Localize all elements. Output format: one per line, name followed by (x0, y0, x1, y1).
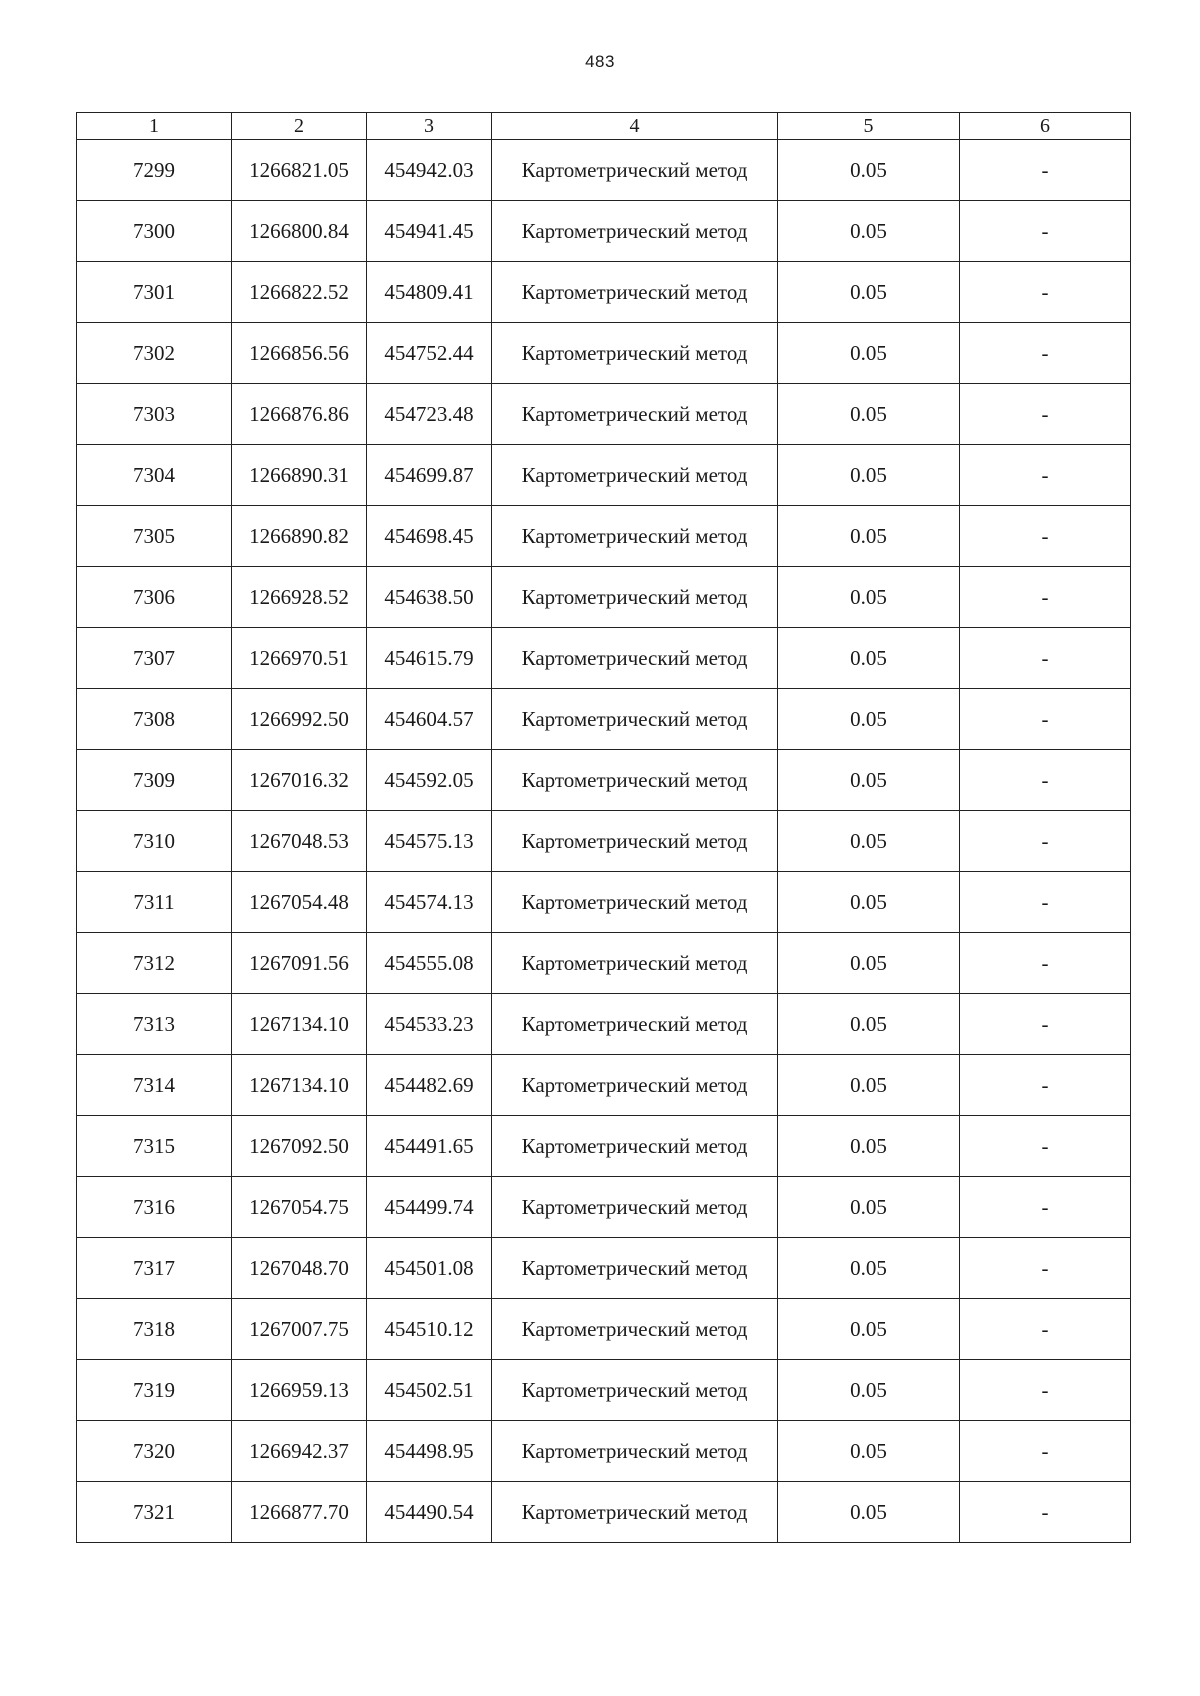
accuracy-cell: 0.05 (778, 506, 960, 567)
y-coordinate-cell: 454752.44 (367, 323, 492, 384)
accuracy-cell: 0.05 (778, 1360, 960, 1421)
y-coordinate-cell: 454592.05 (367, 750, 492, 811)
note-cell: - (960, 445, 1131, 506)
accuracy-cell: 0.05 (778, 323, 960, 384)
y-coordinate-cell: 454533.23 (367, 994, 492, 1055)
note-cell: - (960, 1421, 1131, 1482)
x-coordinate-cell: 1267054.48 (232, 872, 367, 933)
coordinates-table (76, 112, 1131, 1543)
x-coordinate-cell: 1266856.56 (232, 323, 367, 384)
point-number-cell: 7310 (77, 811, 232, 872)
column-header-1: 1 (77, 113, 232, 140)
y-coordinate-cell: 454555.08 (367, 933, 492, 994)
table-row (77, 1482, 1131, 1543)
method-cell: Картометрический метод (492, 933, 778, 994)
table-row (77, 323, 1131, 384)
column-header-3: 3 (367, 113, 492, 140)
accuracy-cell: 0.05 (778, 384, 960, 445)
method-cell: Картометрический метод (492, 445, 778, 506)
column-header-2: 2 (232, 113, 367, 140)
y-coordinate-cell: 454941.45 (367, 201, 492, 262)
method-cell: Картометрический метод (492, 689, 778, 750)
method-cell: Картометрический метод (492, 140, 778, 201)
method-cell: Картометрический метод (492, 1055, 778, 1116)
method-cell: Картометрический метод (492, 628, 778, 689)
point-number-cell: 7303 (77, 384, 232, 445)
table-row (77, 689, 1131, 750)
y-coordinate-cell: 454490.54 (367, 1482, 492, 1543)
note-cell: - (960, 1177, 1131, 1238)
note-cell: - (960, 262, 1131, 323)
point-number-cell: 7304 (77, 445, 232, 506)
note-cell: - (960, 1360, 1131, 1421)
method-cell: Картометрический метод (492, 1116, 778, 1177)
method-cell: Картометрический метод (492, 1421, 778, 1482)
note-cell: - (960, 811, 1131, 872)
point-number-cell: 7308 (77, 689, 232, 750)
table-row (77, 628, 1131, 689)
accuracy-cell: 0.05 (778, 1116, 960, 1177)
point-number-cell: 7314 (77, 1055, 232, 1116)
x-coordinate-cell: 1266890.31 (232, 445, 367, 506)
method-cell: Картометрический метод (492, 506, 778, 567)
column-header-4: 4 (492, 113, 778, 140)
accuracy-cell: 0.05 (778, 994, 960, 1055)
y-coordinate-cell: 454510.12 (367, 1299, 492, 1360)
point-number-cell: 7302 (77, 323, 232, 384)
x-coordinate-cell: 1267091.56 (232, 933, 367, 994)
x-coordinate-cell: 1266928.52 (232, 567, 367, 628)
note-cell: - (960, 689, 1131, 750)
note-cell: - (960, 750, 1131, 811)
point-number-cell: 7300 (77, 201, 232, 262)
note-cell: - (960, 140, 1131, 201)
column-header-5: 5 (778, 113, 960, 140)
table-row (77, 140, 1131, 201)
y-coordinate-cell: 454942.03 (367, 140, 492, 201)
table-row (77, 750, 1131, 811)
table-row (77, 811, 1131, 872)
y-coordinate-cell: 454615.79 (367, 628, 492, 689)
point-number-cell: 7312 (77, 933, 232, 994)
table-row (77, 262, 1131, 323)
point-number-cell: 7299 (77, 140, 232, 201)
x-coordinate-cell: 1266876.86 (232, 384, 367, 445)
table-body (77, 140, 1131, 1543)
method-cell: Картометрический метод (492, 1238, 778, 1299)
table-row (77, 1421, 1131, 1482)
note-cell: - (960, 506, 1131, 567)
method-cell: Картометрический метод (492, 811, 778, 872)
point-number-cell: 7301 (77, 262, 232, 323)
x-coordinate-cell: 1266992.50 (232, 689, 367, 750)
x-coordinate-cell: 1266821.05 (232, 140, 367, 201)
y-coordinate-cell: 454501.08 (367, 1238, 492, 1299)
x-coordinate-cell: 1267092.50 (232, 1116, 367, 1177)
note-cell: - (960, 323, 1131, 384)
method-cell: Картометрический метод (492, 567, 778, 628)
note-cell: - (960, 1299, 1131, 1360)
column-header-6: 6 (960, 113, 1131, 140)
note-cell: - (960, 1238, 1131, 1299)
point-number-cell: 7315 (77, 1116, 232, 1177)
y-coordinate-cell: 454502.51 (367, 1360, 492, 1421)
point-number-cell: 7305 (77, 506, 232, 567)
accuracy-cell: 0.05 (778, 262, 960, 323)
accuracy-cell: 0.05 (778, 811, 960, 872)
point-number-cell: 7306 (77, 567, 232, 628)
accuracy-cell: 0.05 (778, 567, 960, 628)
y-coordinate-cell: 454699.87 (367, 445, 492, 506)
accuracy-cell: 0.05 (778, 872, 960, 933)
table-row (77, 1177, 1131, 1238)
table-row (77, 567, 1131, 628)
table-row (77, 506, 1131, 567)
method-cell: Картометрический метод (492, 201, 778, 262)
note-cell: - (960, 1116, 1131, 1177)
point-number-cell: 7321 (77, 1482, 232, 1543)
table-row (77, 872, 1131, 933)
y-coordinate-cell: 454482.69 (367, 1055, 492, 1116)
method-cell: Картометрический метод (492, 750, 778, 811)
table-row (77, 1299, 1131, 1360)
y-coordinate-cell: 454574.13 (367, 872, 492, 933)
method-cell: Картометрический метод (492, 1299, 778, 1360)
method-cell: Картометрический метод (492, 1177, 778, 1238)
accuracy-cell: 0.05 (778, 628, 960, 689)
point-number-cell: 7317 (77, 1238, 232, 1299)
accuracy-cell: 0.05 (778, 201, 960, 262)
table-row (77, 994, 1131, 1055)
x-coordinate-cell: 1266890.82 (232, 506, 367, 567)
table-header (77, 113, 1131, 140)
accuracy-cell: 0.05 (778, 1299, 960, 1360)
table-row (77, 1360, 1131, 1421)
x-coordinate-cell: 1267007.75 (232, 1299, 367, 1360)
y-coordinate-cell: 454491.65 (367, 1116, 492, 1177)
note-cell: - (960, 872, 1131, 933)
accuracy-cell: 0.05 (778, 1055, 960, 1116)
table-row (77, 1055, 1131, 1116)
accuracy-cell: 0.05 (778, 1238, 960, 1299)
y-coordinate-cell: 454698.45 (367, 506, 492, 567)
method-cell: Картометрический метод (492, 384, 778, 445)
accuracy-cell: 0.05 (778, 140, 960, 201)
note-cell: - (960, 933, 1131, 994)
note-cell: - (960, 567, 1131, 628)
point-number-cell: 7319 (77, 1360, 232, 1421)
note-cell: - (960, 384, 1131, 445)
point-number-cell: 7316 (77, 1177, 232, 1238)
note-cell: - (960, 1055, 1131, 1116)
point-number-cell: 7309 (77, 750, 232, 811)
x-coordinate-cell: 1267134.10 (232, 994, 367, 1055)
y-coordinate-cell: 454499.74 (367, 1177, 492, 1238)
y-coordinate-cell: 454809.41 (367, 262, 492, 323)
note-cell: - (960, 994, 1131, 1055)
x-coordinate-cell: 1267048.70 (232, 1238, 367, 1299)
accuracy-cell: 0.05 (778, 750, 960, 811)
point-number-cell: 7320 (77, 1421, 232, 1482)
accuracy-cell: 0.05 (778, 689, 960, 750)
method-cell: Картометрический метод (492, 872, 778, 933)
table-row (77, 1238, 1131, 1299)
x-coordinate-cell: 1267054.75 (232, 1177, 367, 1238)
note-cell: - (960, 628, 1131, 689)
table-row (77, 201, 1131, 262)
table-row (77, 445, 1131, 506)
y-coordinate-cell: 454723.48 (367, 384, 492, 445)
y-coordinate-cell: 454638.50 (367, 567, 492, 628)
accuracy-cell: 0.05 (778, 1482, 960, 1543)
table-row (77, 384, 1131, 445)
x-coordinate-cell: 1266822.52 (232, 262, 367, 323)
accuracy-cell: 0.05 (778, 1177, 960, 1238)
method-cell: Картометрический метод (492, 323, 778, 384)
x-coordinate-cell: 1266800.84 (232, 201, 367, 262)
header-row (77, 113, 1131, 140)
table-row (77, 1116, 1131, 1177)
accuracy-cell: 0.05 (778, 445, 960, 506)
x-coordinate-cell: 1266942.37 (232, 1421, 367, 1482)
x-coordinate-cell: 1267016.32 (232, 750, 367, 811)
accuracy-cell: 0.05 (778, 1421, 960, 1482)
page-number: 483 (585, 52, 615, 71)
method-cell: Картометрический метод (492, 994, 778, 1055)
method-cell: Картометрический метод (492, 1482, 778, 1543)
point-number-cell: 7311 (77, 872, 232, 933)
note-cell: - (960, 1482, 1131, 1543)
x-coordinate-cell: 1267134.10 (232, 1055, 367, 1116)
point-number-cell: 7313 (77, 994, 232, 1055)
y-coordinate-cell: 454575.13 (367, 811, 492, 872)
point-number-cell: 7307 (77, 628, 232, 689)
method-cell: Картометрический метод (492, 262, 778, 323)
x-coordinate-cell: 1266877.70 (232, 1482, 367, 1543)
y-coordinate-cell: 454498.95 (367, 1421, 492, 1482)
table-row (77, 933, 1131, 994)
x-coordinate-cell: 1266959.13 (232, 1360, 367, 1421)
accuracy-cell: 0.05 (778, 933, 960, 994)
note-cell: - (960, 201, 1131, 262)
x-coordinate-cell: 1267048.53 (232, 811, 367, 872)
x-coordinate-cell: 1266970.51 (232, 628, 367, 689)
point-number-cell: 7318 (77, 1299, 232, 1360)
method-cell: Картометрический метод (492, 1360, 778, 1421)
y-coordinate-cell: 454604.57 (367, 689, 492, 750)
